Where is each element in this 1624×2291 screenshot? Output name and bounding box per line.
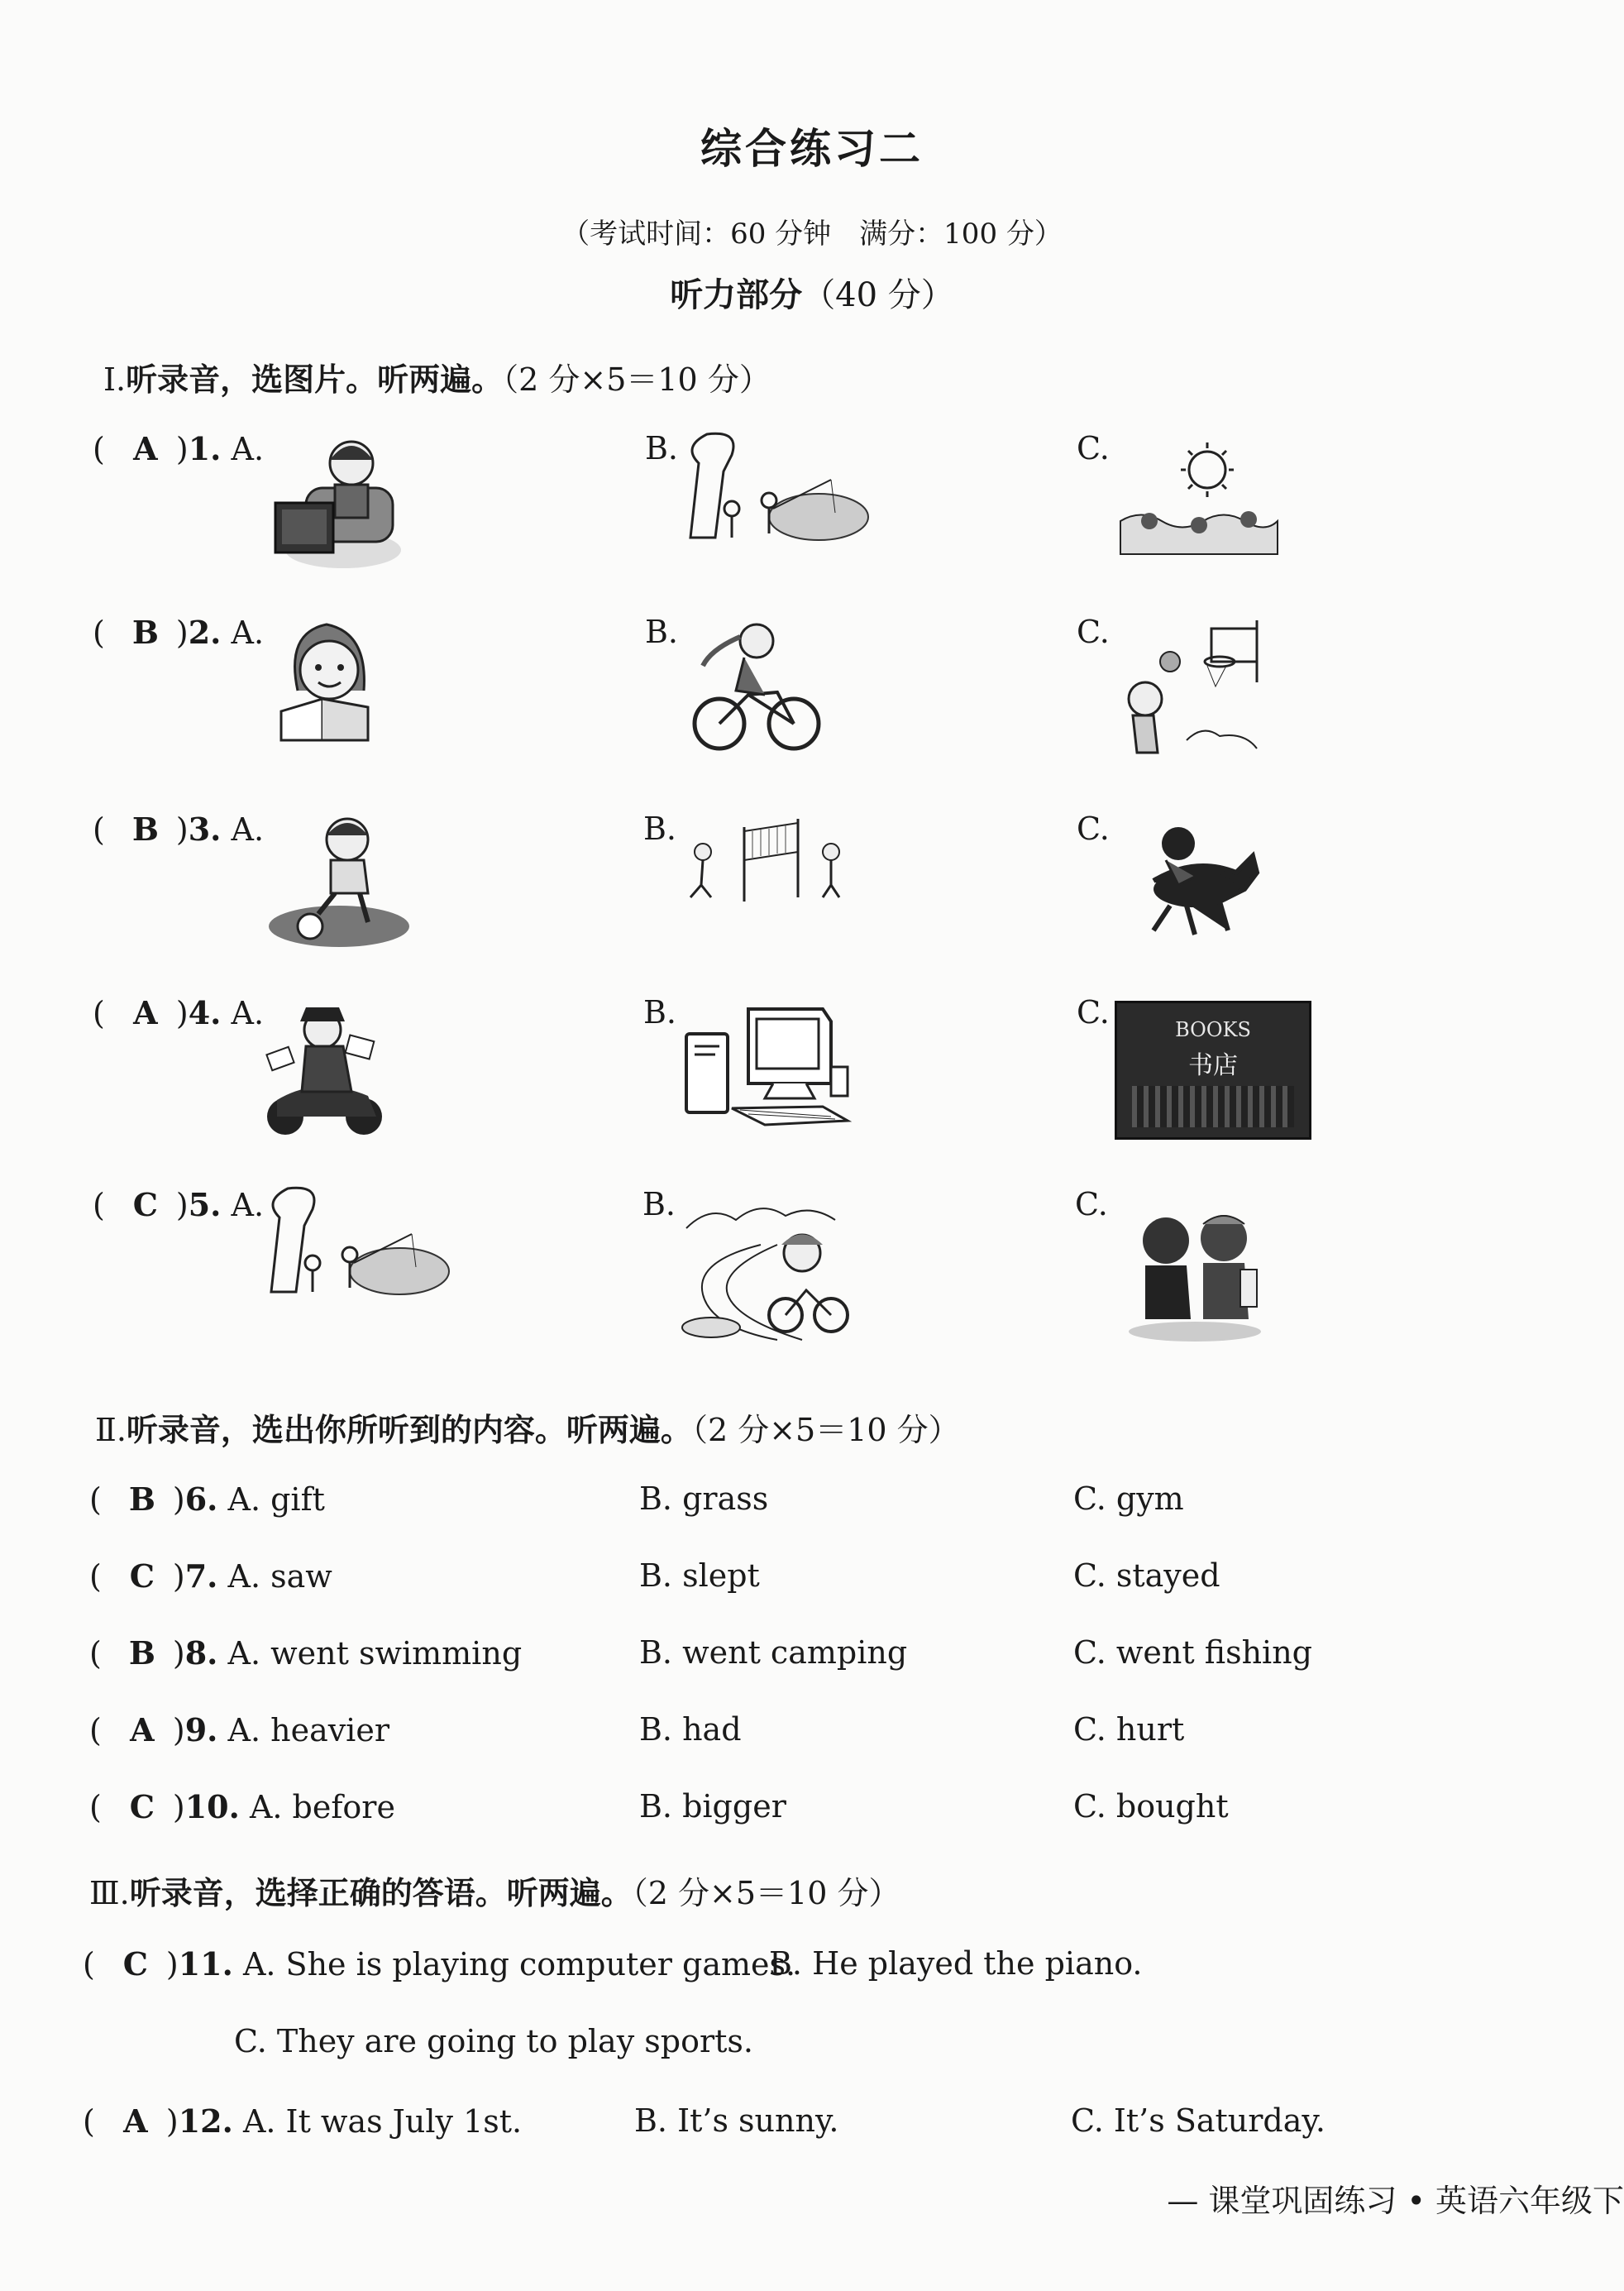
question-9: ( A )9. A. heavier — [89, 1711, 389, 1748]
question-3: ( B )3. A. — [93, 811, 265, 848]
question-number: 2. — [188, 614, 222, 651]
option-c-label: C. — [1077, 994, 1110, 1031]
option-a-label: A. — [231, 1187, 265, 1223]
part-heading — [0, 269, 1624, 316]
answer: C — [122, 1945, 149, 1983]
option-b-label: B. — [645, 430, 679, 466]
question-number: 7. — [184, 1557, 218, 1595]
question-1: ( A )1. A. — [93, 430, 265, 467]
answer: A — [133, 994, 158, 1031]
answer: C — [132, 1186, 159, 1223]
answer: A — [130, 1711, 155, 1748]
option-c: C. stayed — [1073, 1557, 1220, 1594]
option-a: A. before — [249, 1789, 395, 1825]
exam-meta: （考试时间：60 分钟 满分：100 分） — [561, 218, 1063, 251]
option-a: A. gift — [227, 1481, 325, 1518]
boy-playing-basketball-image — [1112, 616, 1261, 765]
answer: B — [128, 1480, 155, 1518]
answer: C — [129, 1557, 155, 1595]
option-b-label: B. — [645, 614, 679, 650]
page-footer: — 课堂巩固练习 • 英语六年级下 — [1167, 2183, 1624, 2219]
option-c: C. It’s Saturday. — [1071, 2102, 1325, 2139]
question-number: 3. — [188, 811, 222, 848]
option-a-label: A. — [231, 615, 265, 651]
option-a-label: A. — [231, 811, 265, 848]
question-number: 6. — [184, 1480, 218, 1518]
option-b: B. grass — [639, 1480, 769, 1517]
two-kids-hiking-image — [1120, 1203, 1269, 1344]
answer: A — [133, 430, 158, 467]
postman-on-motorbike-image — [260, 992, 393, 1141]
section-score: （2 分×5＝10 分） — [503, 361, 771, 398]
section-text: 听录音，选出你所听到的内容。听两遍。 — [126, 1412, 692, 1448]
option-c: C. They are going to play sports. — [234, 2023, 753, 2059]
option-a-label: A. — [231, 995, 265, 1031]
people-fishing-image — [682, 430, 872, 554]
option-b-label: B. — [643, 994, 677, 1031]
answer: C — [129, 1788, 155, 1825]
question-number: 10. — [184, 1788, 240, 1825]
option-c-label: C. — [1075, 1186, 1108, 1222]
question-7: ( C )7. A. saw — [89, 1557, 332, 1595]
option-c: C. bought — [1073, 1788, 1229, 1825]
option-c: C. hurt — [1073, 1711, 1185, 1748]
girl-reading-book-image — [273, 616, 380, 749]
part-score: （40 分） — [802, 276, 954, 314]
option-a: A. went swimming — [227, 1635, 523, 1672]
section-text: 听录音，选择正确的答语。听两遍。 — [129, 1875, 633, 1911]
kids-playing-badminton-image — [678, 815, 852, 906]
question-number: 11. — [178, 1945, 233, 1983]
question-2: ( B )2. A. — [93, 614, 265, 651]
section-number: Ⅱ. — [95, 1412, 127, 1448]
option-c-label: C. — [1077, 811, 1110, 847]
question-number: 5. — [188, 1186, 222, 1223]
kids-swimming-sun-image — [1116, 438, 1282, 562]
bookshelf-decor — [1132, 1086, 1294, 1127]
option-a: A. heavier — [227, 1712, 389, 1748]
option-b: B. had — [639, 1711, 742, 1748]
option-c: C. gym — [1073, 1480, 1184, 1517]
question-6: ( B )6. A. gift — [89, 1480, 325, 1518]
option-a: A. saw — [227, 1558, 332, 1595]
question-number: 8. — [184, 1634, 218, 1672]
option-a-label: A. — [231, 431, 265, 467]
page-title: 综合练习二 — [700, 125, 924, 173]
part-label: 听力部分 — [670, 276, 803, 314]
section-number: Ⅰ. — [103, 361, 127, 398]
option-b: B. He played the piano. — [769, 1945, 1143, 1982]
option-c-label: C. — [1077, 430, 1110, 466]
option-b: B. bigger — [639, 1788, 786, 1825]
answer: B — [128, 1634, 155, 1672]
bookstore-sign-en: BOOKS — [1175, 1018, 1251, 1041]
section-1-heading — [103, 354, 771, 399]
option-c: C. went fishing — [1073, 1634, 1312, 1671]
option-b-label: B. — [643, 811, 677, 847]
boy-riding-horse-image — [1120, 823, 1261, 947]
option-b-label: B. — [642, 1186, 676, 1222]
bookstore-image — [1115, 1001, 1311, 1140]
question-number: 1. — [188, 430, 222, 467]
section-score: （2 分×5＝10 分） — [632, 1875, 900, 1911]
option-a: A. She is playing computer games. — [242, 1946, 796, 1983]
answer: A — [123, 2102, 148, 2140]
question-8: ( B )8. A. went swimming — [89, 1634, 523, 1672]
answer: B — [131, 811, 159, 848]
question-4: ( A )4. A. — [93, 994, 265, 1031]
question-number: 4. — [188, 994, 222, 1031]
section-score: （2 分×5＝10 分） — [691, 1412, 960, 1448]
question-11: ( C )11. A. She is playing computer games. — [83, 1945, 796, 1983]
bookstore-sign-zh: 书店 — [1188, 1051, 1238, 1080]
question-number: 9. — [184, 1711, 218, 1748]
option-a: A. It was July 1st. — [242, 2103, 523, 2140]
question-number: 12. — [178, 2102, 233, 2140]
question-12: ( A )12. A. It was July 1st. — [83, 2102, 523, 2140]
girl-cycling-path-image — [678, 1195, 852, 1344]
question-10: ( C )10. A. before — [89, 1788, 395, 1825]
answer: B — [131, 614, 159, 651]
boy-playing-football-image — [265, 811, 413, 951]
option-b: B. slept — [639, 1557, 760, 1594]
section-2-heading — [95, 1404, 960, 1450]
question-5: ( C )5. A. — [93, 1186, 265, 1223]
people-fishing-image — [263, 1184, 453, 1308]
option-b: B. went camping — [639, 1634, 908, 1671]
option-c-label: C. — [1077, 614, 1110, 650]
section-number: Ⅲ. — [89, 1875, 130, 1911]
computer-image — [682, 1001, 864, 1137]
option-b: B. It’s sunny. — [634, 2102, 839, 2139]
section-text: 听录音，选图片。听两遍。 — [126, 361, 504, 398]
section-3-heading — [89, 1868, 900, 1913]
girl-riding-bike-image — [686, 616, 827, 757]
boy-watching-tv-image — [269, 430, 401, 571]
